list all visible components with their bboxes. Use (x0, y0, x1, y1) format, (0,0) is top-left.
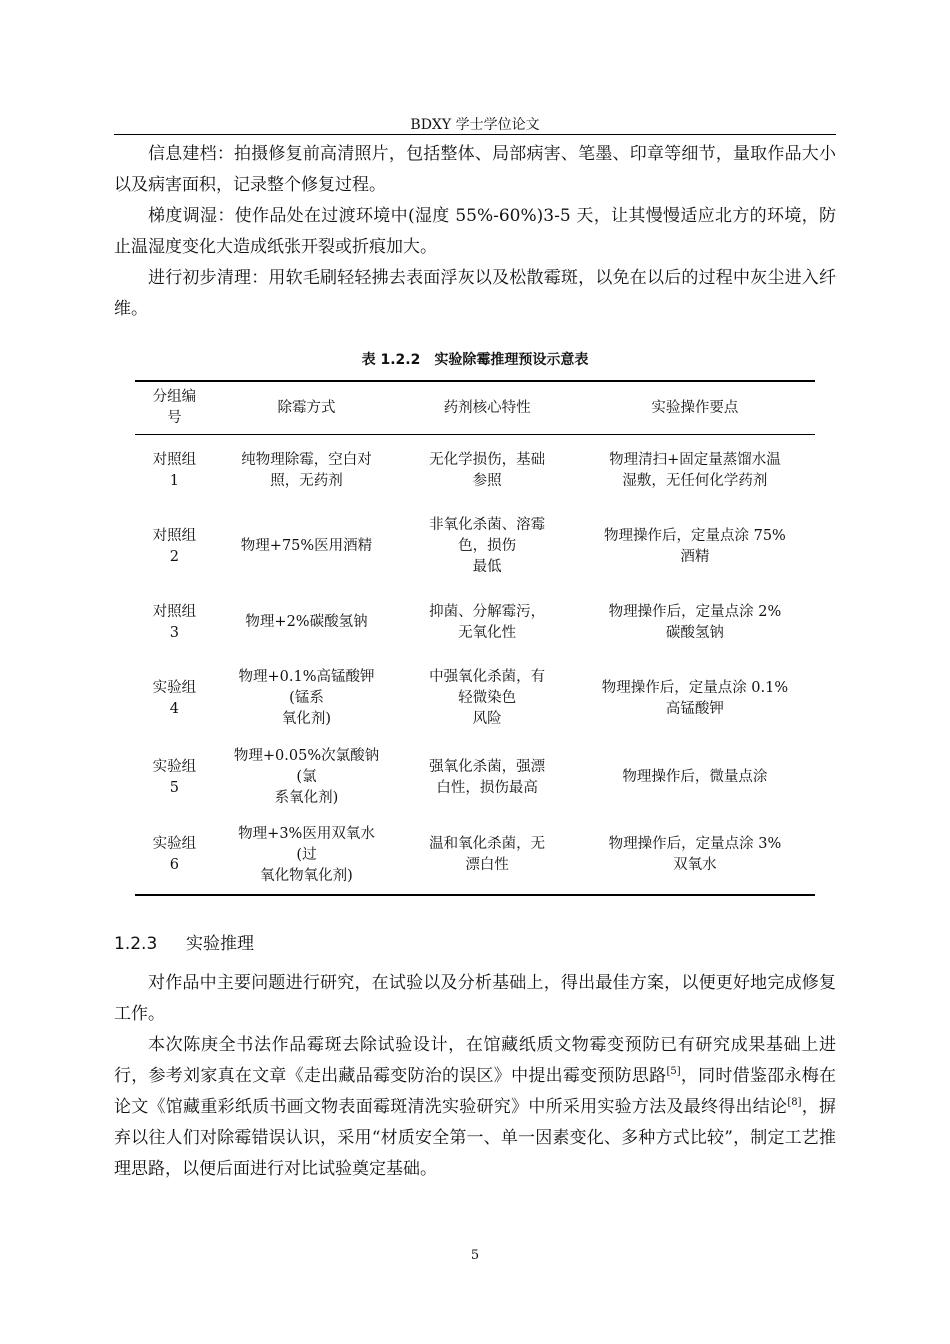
cell-operation: 物理清扫+固定量蒸馏水温 湿敷，无任何化学药剂 (609, 451, 781, 489)
section-heading (114, 931, 836, 957)
paragraph-info-archiving: 信息建档：拍摄修复前高清照片，包括整体、局部病害、笔墨、印章等细节，量取作品大小以及病害面积，记录整个修复过程。 (114, 144, 836, 195)
cell-group: 实验组 4 (152, 679, 197, 717)
paragraph-research: 对作品中主要问题进行研究，在试验以及分析基础上，得出最佳方案，以便更好地完成修复工作。 (114, 973, 836, 1024)
cell-group: 实验组 6 (152, 836, 197, 873)
table-row (135, 507, 815, 587)
paragraph-initial-cleaning: 进行初步清理：用软毛刷轻轻拂去表面浮灰以及松散霉斑，以免在以后的过程中灰尘进入纤维。 (114, 268, 836, 319)
table-row (135, 587, 815, 659)
cell-operation: 物理操作后，微量点涂 (622, 769, 768, 785)
running-header: BDXY 学士学位论文 (410, 117, 540, 133)
cell-property: 中强氧化杀菌，有 轻微染色 风险 (429, 669, 546, 727)
table-row (135, 739, 815, 817)
table-caption: 表 1.2.2 实验除霉推理预设示意表 (361, 352, 589, 368)
paragraph-design: 本次陈庚全书法作品霉斑去除试验设计，在馆藏纸质文物霉变预防已有研究成果基础上进行，参考刘家真在文章《走出藏品霉变防治的误区》中提出霉变预防思路[5]，同时借鉴邵永梅在论文《馆藏重彩纸质书画文物表面霉斑清洗实验研究》中所采用实验方法及最终得出结论[8]，摒弃以往人们对除霉错误认识，采用“材质安全第一、单一因素变化、多种方式比较”，制定工艺推理思路，以便后面进行对比试验奠定基础。 (114, 1035, 837, 1179)
header-method: 除霉方式 (214, 381, 400, 435)
cell-method: 纯物理除霉，空白对 照，无药剂 (241, 451, 372, 489)
cell-property: 无化学损伤，基础 参照 (429, 451, 546, 489)
cell-group: 实验组 5 (152, 758, 197, 796)
cell-method: 物理+3%医用双氧水 (过 氧化物氧化剂) (238, 825, 375, 884)
page-number: 5 (470, 1248, 480, 1263)
cell-property: 温和氧化杀菌，无 漂白性 (429, 836, 546, 873)
paragraph-humidity-conditioning: 梯度调湿：使作品处在过渡环境中(湿度 55%-60%)3-5 天，让其慢慢适应北方的环境，防止温湿度变化大造成纸张开裂或折痕加大。 (114, 206, 836, 257)
cell-operation: 物理操作后，定量点涂 0.1% 高锰酸钾 (601, 679, 789, 717)
table-row (135, 659, 815, 739)
cell-property: 强氧化杀菌，强漂 白性，损伤最高 (429, 758, 546, 796)
cell-method: 物理+0.05%次氯酸钠 (氯 系氧化剂) (233, 748, 380, 806)
intro-text (114, 139, 836, 325)
citation-5: [5] (666, 1066, 681, 1077)
table-header-row (135, 381, 815, 435)
cell-group: 对照组 3 (152, 603, 197, 641)
header-rule (114, 134, 836, 135)
cell-operation: 物理操作后，定量点涂 2% 碳酸氢钠 (608, 603, 782, 641)
section-title: 实验推理 (186, 934, 254, 954)
experiment-table (135, 380, 815, 896)
table-row (135, 435, 815, 507)
cell-operation: 物理操作后，定量点涂 75% 酒精 (604, 527, 786, 565)
cell-group: 对照组 1 (152, 451, 197, 489)
table-row (135, 817, 815, 895)
cell-operation: 物理操作后，定量点涂 3% 双氧水 (608, 836, 782, 873)
cell-method: 物理+0.1%高锰酸钾 (锰系 氧化剂) (238, 669, 375, 727)
citation-8: [8] (787, 1097, 802, 1108)
section-text (114, 968, 836, 1185)
cell-property: 抑菌、分解霉污， 无氧化性 (429, 603, 546, 641)
header-group: 分组编 号 (135, 381, 214, 435)
section-number: 1.2.3 (114, 934, 158, 954)
cell-method: 物理+2%碳酸氢钠 (245, 614, 368, 630)
header-operation: 实验操作要点 (575, 381, 815, 435)
cell-method: 物理+75%医用酒精 (240, 538, 373, 554)
cell-group: 对照组 2 (152, 527, 197, 565)
header-property: 药剂核心特性 (399, 381, 575, 435)
cell-property: 非氧化杀菌、溶霉 色，损伤 最低 (429, 517, 546, 575)
